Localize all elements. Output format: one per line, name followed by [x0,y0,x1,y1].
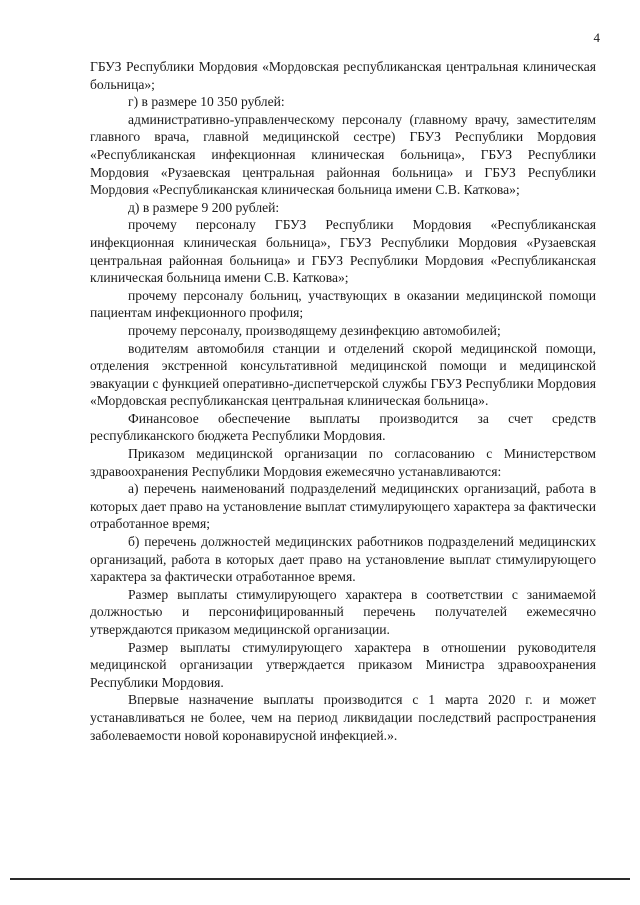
paragraph-7: прочему персоналу, производящему дезинфекцию автомобилей; [128,322,501,338]
paragraph-9: Финансовое обеспечение выплаты производится за счет средств республиканского бюджета Республики Мордовия. [90,410,596,444]
page-number: 4 [593,30,600,45]
paragraph-3: административно-управленческому персоналу (главному врачу, заместителям главного врача, главной медицинской сестре) ГБУЗ Республики Мордовия «Республиканская инфекционная клиническая больница», ГБУЗ Республики Мордовия «Рузаевская центральная районная больница» и ГБУЗ Республики Мордовия «Республиканская клиническая больница имени С.В. Каткова»; [90,111,596,198]
paragraph-5: прочему персоналу ГБУЗ Республики Мордовия «Республиканская инфекционная клиническая больница», ГБУЗ Республики Мордовия «Рузаевская центральная районная больница» и ГБУЗ Республики Мордовия «Республиканская клиническая больница имени С.В. Каткова»; [90,217,596,286]
document-body [90,58,596,744]
paragraph-8: водителям автомобиля станции и отделений скорой медицинской помощи, отделения экстренной консультативной медицинской помощи и медицинской эвакуации с функцией оперативно-диспетчерской службы ГБУЗ Республики Мордовия «Мордовская республиканская центральная клиническая больница». [90,340,596,409]
paragraph-4: д) в размере 9 200 рублей: [128,199,280,215]
paragraph-15: Впервые назначение выплаты производится с 1 марта 2020 г. и может устанавливаться не более, чем на период ликвидации последствий распространения заболеваемости новой коронавирусной инфекцией.». [90,692,596,743]
paragraph-10: Приказом медицинской организации по согласованию с Министерством здравоохранения Республики Мордовия ежемесячно устанавливаются: [90,446,596,479]
bottom-rule [10,878,630,880]
paragraph-6: прочему персоналу больниц, участвующих в оказании медицинской помощи пациентам инфекционного профиля; [90,287,596,321]
paragraph-13: Размер выплаты стимулирующего характера в соответствии с занимаемой должностью и персонифицированный перечень получателей ежемесячно утверждаются приказом медицинской организации. [90,586,596,637]
paragraph-14: Размер выплаты стимулирующего характера в отношении руководителя медицинской организации утверждается приказом Министра здравоохранения Республики Мордовия. [90,639,596,690]
paragraph-12: б) перечень должностей медицинских работников подразделений медицинских организаций, работа в которых дает право на установление выплат стимулирующего характера за фактически отработанное время. [90,534,596,585]
paragraph-11: а) перечень наименований подразделений медицинских организаций, работа в которых дает право на установление выплат стимулирующего характера за фактически отработанное время; [90,481,596,532]
paragraph-2: г) в размере 10 350 рублей: [128,94,285,110]
paragraph-1: ГБУЗ Республики Мордовия «Мордовская республиканская центральная клиническая больница»; [90,59,596,92]
